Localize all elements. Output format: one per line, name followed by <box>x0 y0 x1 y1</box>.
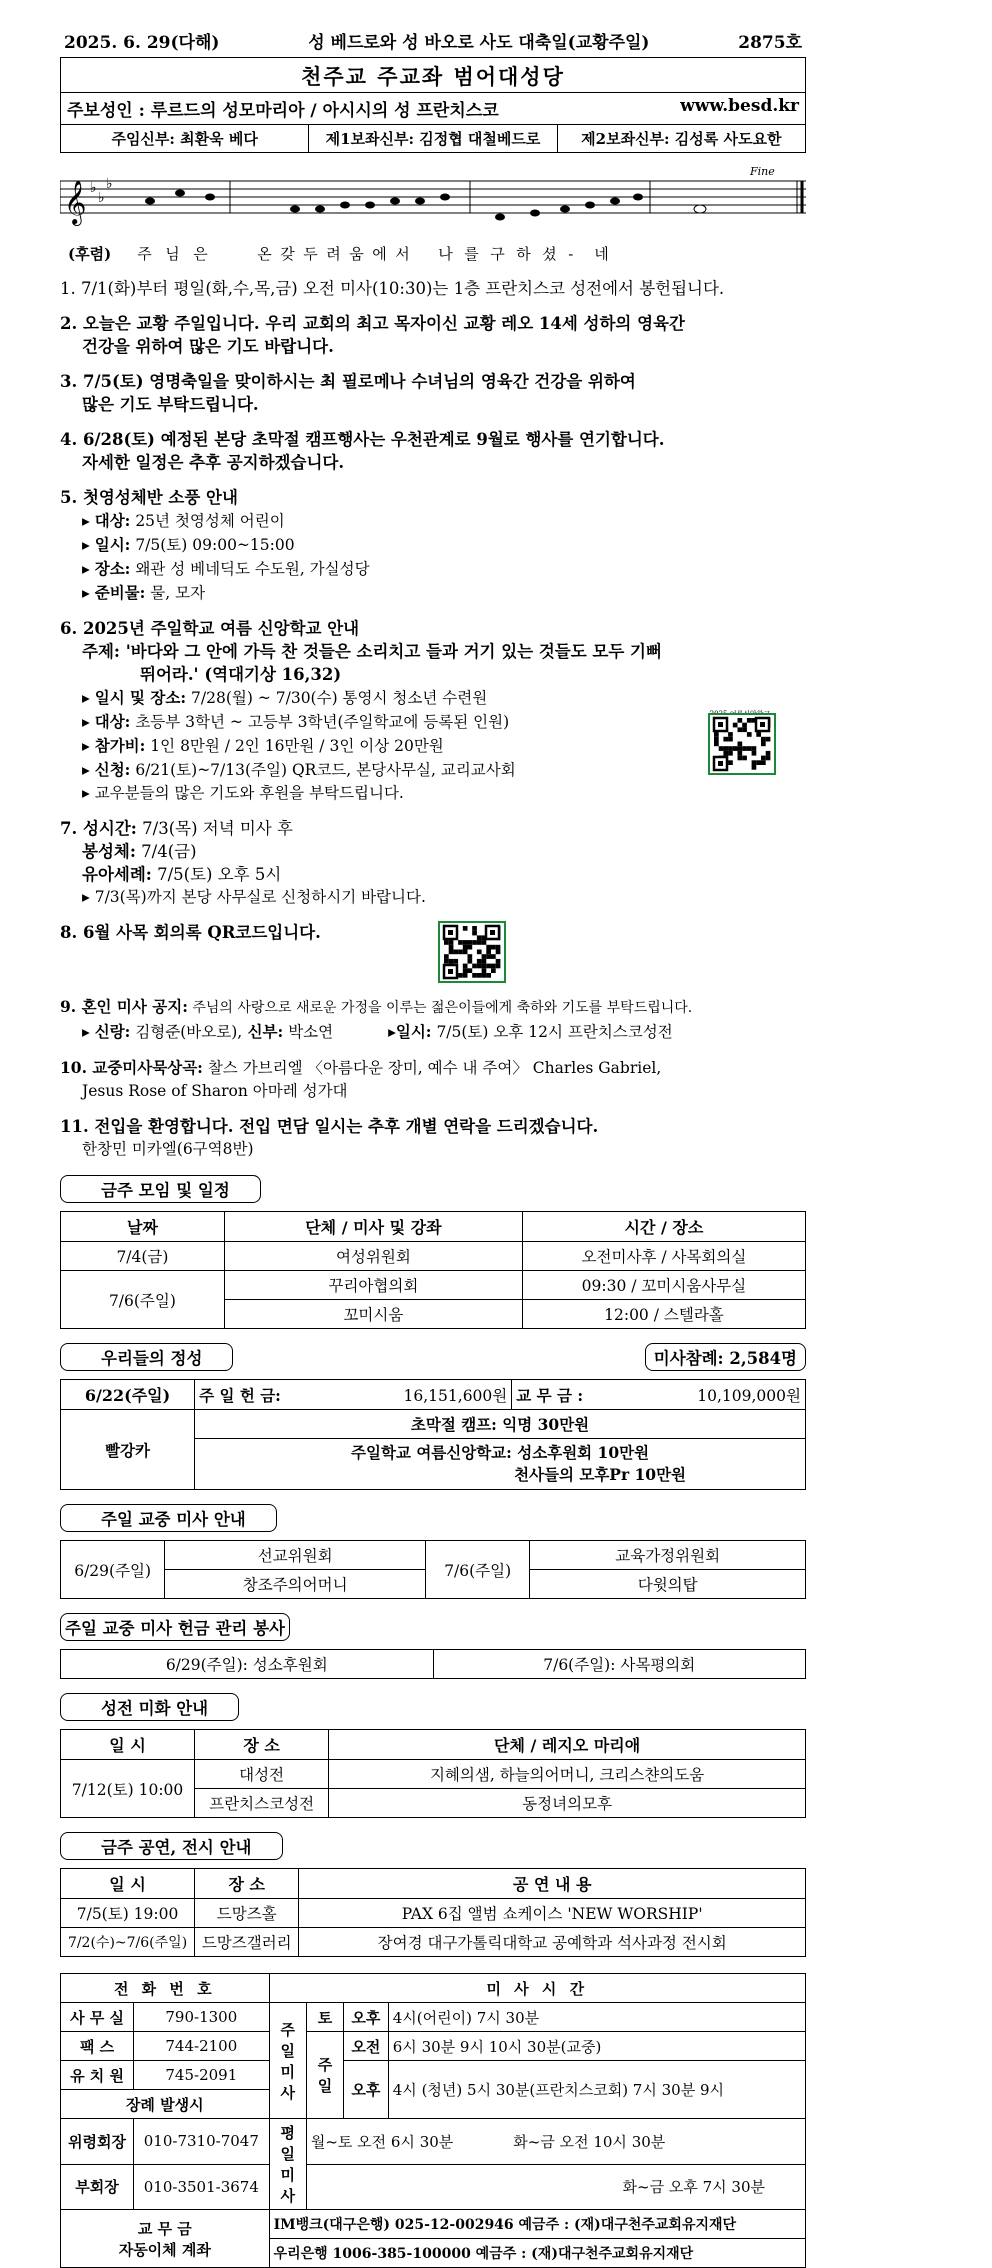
summer-school-qr[interactable] <box>708 713 776 775</box>
attendance-badge: 미사참례: 2,584명 <box>645 1343 806 1371</box>
svg-text:♭: ♭ <box>90 180 97 196</box>
lyric-line <box>137 243 620 264</box>
mass-guide-table: 6/29(주일) 선교위원회 7/6(주일) 교육가정위원회 창조주의어머니 다윗의탑 <box>60 1540 806 1599</box>
refrain-score <box>60 165 806 265</box>
lyric-syllable: 주 <box>137 245 152 263</box>
weekly-schedule-table: 날짜 단체 / 미사 및 강좌 시간 / 장소 7/4(금) 여성위원회 오전미사후 / 사목회의실 7/6(주일) 꾸리아협의회 09:30 / 꼬미시움사무실 꼬미시움 12:00 / 스텔라홀 <box>60 1211 806 1329</box>
bulletin-page <box>60 20 806 2268</box>
lyric-syllable: 나 <box>438 245 453 263</box>
contact-mass-table: 전 화 번 호 미 사 시 간 사 무 실 790-1300 주일 미사 토 오후 4시(어린이) 7시 30분 팩 스 744-2100 주일 오전 6시 30분 9시 10시 30분(교중) 유 치 원 745-2091 오후 4시 (청년) 5시 30분(프란치스코회) 7시 30분 9시 장례 발생시 위령회장 010-7310-7047 평일 미사 월~토 오전 6시 30분 화~금 오전 10시 30분 부회장 010-3501-3674 화~금 오후 7시 30분 교 무 금 자동이체 계좌 IM뱅크(대구은행) 025-12-002946 예금주 : (재)대구천주교회유지재단 우리은행 1006-385-100000 예금주 : (재)대구천주교회유지재단 <box>60 1973 806 2268</box>
patron-line <box>61 92 805 124</box>
lyric-syllable: 구 <box>490 245 505 263</box>
notice-8: 8. 6월 사목 회의록 QR코드입니다. <box>60 921 806 983</box>
svg-text:♭: ♭ <box>98 190 105 206</box>
decor-table: 일 시 장 소 단체 / 레지오 마리애 7/12(토) 10:00 대성전 지혜의샘, 하늘의어머니, 크리스챤의도움 프란치스코성전 동정녀의모후 <box>60 1729 806 1818</box>
pastor: 주임신부: 최환욱 베다 <box>61 125 309 152</box>
website-link[interactable]: www.besd.kr <box>680 96 799 116</box>
offering-table: 6/22(주일) 주 일 헌 금: 16,151,600원 교 무 금 : 10,109,000원 빨강카 초막절 캠프: 익명 30만원 주일학교 여름신앙학교: 성소후원회 10만원 천사들의 모후Pr 10만원 <box>60 1379 806 1490</box>
music-staff-icon <box>60 165 806 243</box>
lyric-syllable: 셨 <box>542 245 557 263</box>
table-row: 7/2(수)~7/6(주일) 드망즈갤러리 장여경 대구가톨릭대학교 공예학과 석사과정 전시회 <box>61 1928 806 1957</box>
events-table: 일 시 장 소 공 연 내 용 7/5(토) 19:00 드망즈홀 PAX 6집 앨범 쇼케이스 'NEW WORSHIP' 7/2(수)~7/6(주일) 드망즈갤러리 장여경 대구가톨릭대학교 공예학과 석사과정 전시회 <box>60 1868 806 1957</box>
lyric-syllable: 려 <box>326 245 341 263</box>
notices <box>60 277 806 1161</box>
lyric-syllable: - <box>568 245 574 263</box>
offering-title: 우리들의 정성 <box>60 1343 233 1371</box>
lyric-syllable: 은 <box>193 245 208 263</box>
qr-code-icon <box>440 923 504 981</box>
notice-10: 10. 교중미사묵상곡: 찰스 가브리엘 〈아름다운 장미, 예수 내 주여〉 Charles Gabriel, Jesus Rose of Sharon 아마레 성가대 <box>60 1058 662 1100</box>
weekly-schedule-title: 금주 모임 및 일정 <box>60 1175 261 1203</box>
decor-title: 성전 미화 안내 <box>60 1693 239 1721</box>
meeting-minutes-qr[interactable] <box>438 921 506 983</box>
notice-6: 6. 2025년 주일학교 여름 신앙학교 안내 주제: '바다와 그 안에 가득 찬 것들은 소리치고 들과 거기 있는 것들도 모두 기뻐 뛰어라.' (역대기상 16,32) ▸ 일시 및 장소: 7/28(월) ~ 7/30(수) 통영시 청소년 수련원 ▸ 대상: 초등부 3학년 ~ 고등부 3학년(주일학교에 등록된 인원) ▸ 참가비: 1인 8만원 / 2인 16만원 / 3인 이상 20만원 ▸ 신청: 6/21(토)~7/13(주일) QR코드, 본당사무실, 교리교사회 ▸ 교우분들의 많은 기도와 후원을 부탁드립니다. <box>60 617 806 805</box>
notice-4: 4. 6/28(토) 예정된 본당 초막절 캠프행사는 우천관계로 9월로 행사를 연기합니다. 자세한 일정은 추후 공지하겠습니다. <box>60 430 665 472</box>
table-row: 7/6(주일) 꾸리아협의회 09:30 / 꼬미시움사무실 <box>61 1271 806 1300</box>
table-row: 7/5(토) 19:00 드망즈홀 PAX 6집 앨범 쇼케이스 'NEW WORSHIP' <box>61 1899 806 1928</box>
issue-number: 2875호 <box>738 33 802 53</box>
qr-code-icon <box>710 715 774 773</box>
lyric-syllable: 를 <box>464 245 479 263</box>
table-row: 꼬미시움 12:00 / 스텔라홀 <box>61 1300 806 1329</box>
table-row: 7/4(금) 여성위원회 오전미사후 / 사목회의실 <box>61 1242 806 1271</box>
feast-title: 성 베드로와 성 바오로 사도 대축일(교황주일) <box>308 33 650 53</box>
lyric-syllable: 네 <box>594 245 609 263</box>
assistant-priest-1: 제1보좌신부: 김정협 대철베드로 <box>309 125 557 152</box>
patron-saints: 주보성인 : 루르드의 성모마리아 / 아시시의 성 프란치스코 <box>67 101 499 121</box>
notice-11: 11. 전입을 환영합니다. 전입 면담 일시는 추후 개별 연락을 드리겠습니다. 한창민 미카엘(6구역8반) <box>60 1117 599 1158</box>
lyric-syllable: 님 <box>165 245 180 263</box>
notice-7: 7. 성시간: 7/3(목) 저녁 미사 후 봉성체: 7/4(금) 유아세례: 7/5(토) 오후 5시 ▸ 7/3(목)까지 본당 사무실로 신청하시기 바랍니다. <box>60 819 426 906</box>
lyric-syllable: 온 <box>257 245 272 263</box>
parish-box <box>60 58 806 125</box>
notice-1: 1. 7/1(화)부터 평일(화,수,목,금) 오전 미사(10:30)는 1층 프란치스코 성전에서 봉헌됩니다. <box>60 279 725 298</box>
masthead-line <box>60 20 806 58</box>
lyric-syllable: 하 <box>516 245 531 263</box>
parish-name: 천주교 주교좌 범어대성당 <box>301 64 565 89</box>
lyric-syllable: 에 <box>372 245 387 263</box>
lyric-syllable: 움 <box>349 245 364 263</box>
refrain-tag: (후렴) <box>68 245 112 263</box>
lyric-syllable: 갖 <box>280 245 295 263</box>
fine-mark: Fine <box>750 165 775 178</box>
assistant-priest-2: 제2보좌신부: 김성록 사도요한 <box>581 130 782 148</box>
refrain-lyrics <box>68 243 620 264</box>
priests-row <box>60 125 806 153</box>
events-title: 금주 공연, 전시 안내 <box>60 1832 283 1860</box>
notice-9: 9. 혼인 미사 공지: 주님의 사랑으로 새로운 가정을 이루는 젊은이들에게 축하와 기도를 부탁드립니다. ▸ 신랑: 김형준(바오로), 신부: 박소연 ▸일시: 7/5(토) 오후 12시 프란치스코성전 <box>60 997 693 1041</box>
mass-guide-title: 주일 교중 미사 안내 <box>60 1504 277 1532</box>
issue-date: 2025. 6. 29(다해) <box>64 33 220 53</box>
notice-3: 3. 7/5(토) 영명축일을 맞이하시는 최 필로메나 수녀님의 영육간 건강을 위하여 많은 기도 부탁드립니다. <box>60 372 636 414</box>
collection-table: 6/29(주일): 성소후원회 7/6(주일): 사목평의회 <box>60 1649 806 1679</box>
notice-2: 2. 오늘은 교황 주일입니다. 우리 교회의 최고 목자이신 교황 레오 14세 성하의 영육간 건강을 위하여 많은 기도 바랍니다. <box>60 314 685 356</box>
lyric-syllable: 서 <box>395 245 410 263</box>
svg-text:𝄞: 𝄞 <box>64 180 87 224</box>
notice-5: 5. 첫영성체반 소풍 안내 ▸ 대상: 25년 첫영성체 어린이 ▸ 일시: 7/5(토) 09:00~15:00 ▸ 장소: 왜관 성 베네딕도 수도원, 가실성당 ▸ 준비물: 물, 모자 <box>60 488 370 602</box>
lyric-syllable: 두 <box>303 245 318 263</box>
collection-title: 주일 교중 미사 헌금 관리 봉사 <box>60 1613 290 1641</box>
svg-text:♭: ♭ <box>106 176 113 192</box>
